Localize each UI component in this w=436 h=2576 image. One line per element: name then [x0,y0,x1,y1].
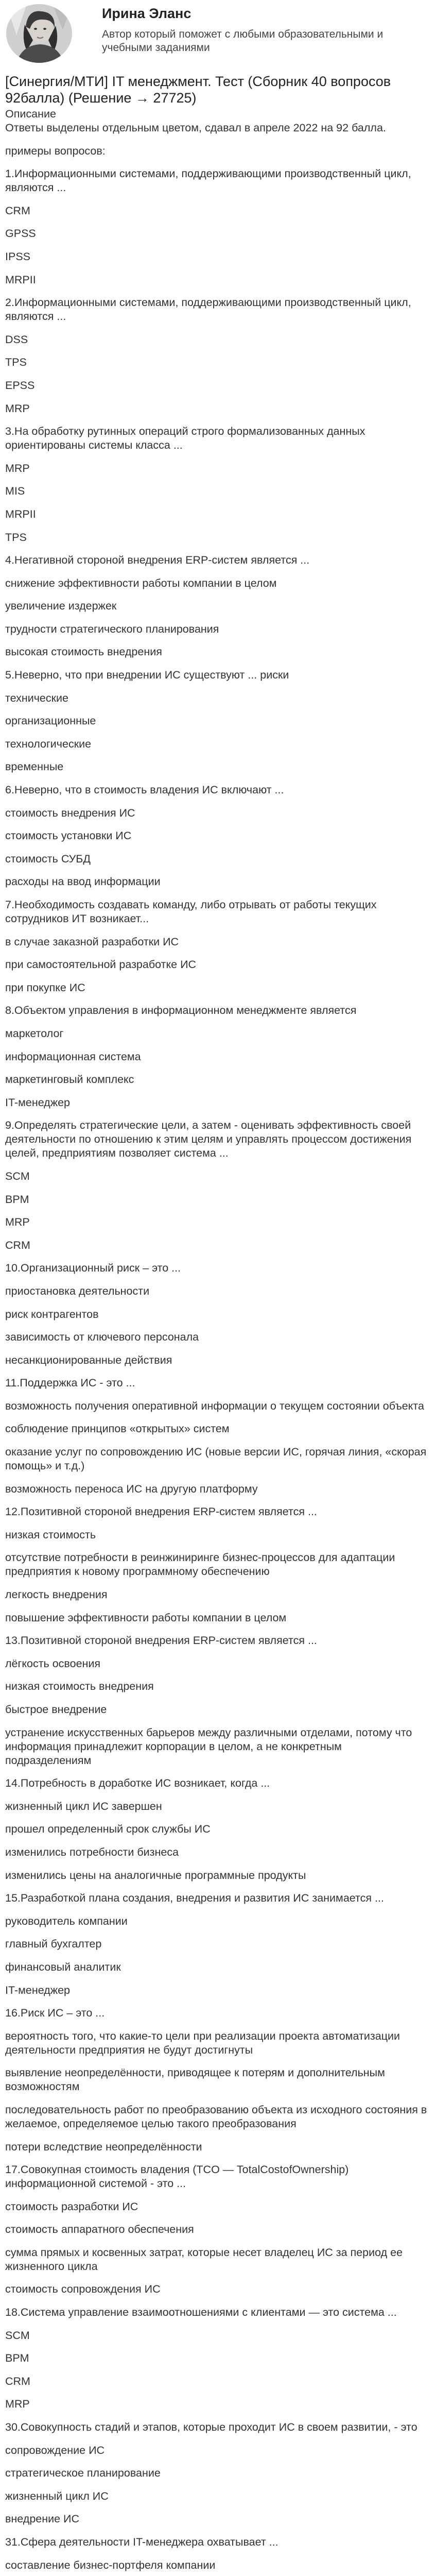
description-intro: Ответы выделены отдельным цветом, сдавал в апреле 2022 на 92 балла. [5,122,386,134]
examples-label: примеры вопросов: [5,144,106,157]
answer-option: сопровождение ИС [5,2444,105,2456]
answer-option: CRM [5,2375,30,2387]
answer-option: BPM [5,1193,29,1206]
user-avatar-photo-icon [6,4,72,63]
question-text: 16.Риск ИС – это ... [5,2007,105,2020]
question-text: 30.Совокупность стадий и этапов, которые проходит ИС в своем развитии, - это [5,2421,417,2434]
product-title: [Синергия/МТИ] IT менеджмент. Тест (Сборник 40 вопросов 92балла) (Решение → 27725) [5,74,391,106]
answer-option: MRP [5,402,30,415]
author-avatar[interactable] [6,4,72,63]
answer-option: риск контрагентов [5,1308,99,1320]
answer-option: BPM [5,2352,29,2365]
answer-option: SCM [5,1170,30,1182]
answer-option: SCM [5,2329,30,2342]
answer-option: TPS [5,356,27,369]
answer-option: при покупке ИС [5,981,85,994]
description-label: Описание [5,108,56,120]
answer-option: IT-менеджер [5,1096,71,1109]
answer-option: прошел определенный срок службы ИС [5,1823,211,1836]
author-info [102,4,411,55]
answer-option: повышение эффективности работы компании в целом [5,1611,287,1624]
answer-option: лёгкость освоения [5,1657,101,1670]
answer-option: увеличение издержек [5,600,117,613]
answer-option: изменились цены на аналогичные программные продукты [5,1869,306,1882]
answer-option: EPSS [5,379,35,392]
answer-option: низкая стоимость [5,1528,96,1541]
answer-option: MRPII [5,507,36,520]
answer-option: приостановка деятельности [5,1284,150,1297]
answer-option: TPS [5,531,27,544]
answer-option: стоимость аппаратного обеспечения [5,2223,194,2236]
answer-option: изменились потребности бизнеса [5,1845,179,1858]
answer-option: составление бизнес-портфеля компании [5,2558,216,2571]
answer-option: соблюдение принципов «открытых» систем [5,1422,230,1435]
answer-option: снижение эффективности работы компании в целом [5,577,277,589]
question-text: 15.Разработкой плана создания, внедрения и развития ИС занимается ... [5,1892,384,1905]
question-text: 10.Организационный риск – это ... [5,1262,181,1275]
answer-option: сумма прямых и косвенных затрат, которые несет владелец ИС за период ее жизненного цикла [5,2246,403,2273]
question-text: 18.Система управление взаимоотношениями с клиентами — это система ... [5,2306,397,2319]
questions-list [5,167,431,2576]
answer-option: последовательность работ по преобразованию объекта из исходного состояния в желаемое, определяемое целью такого преобразования [5,2103,427,2130]
question-text: 2.Информационными системами, поддерживающими производственный цикл, являются ... [5,296,411,323]
answer-option: устранение искусственных барьеров между различными отделами, потому что информация принадлежит корпорации в целом, а не конкретным подразделениям [5,1726,412,1767]
answer-option: MRP [5,462,30,474]
answer-option: финансовый аналитик [5,1960,121,1973]
answer-option: MRP [5,1216,30,1229]
question-text: 13.Позитивной стороной внедрения ERP-систем является ... [5,1634,317,1647]
answer-option: стоимость установки ИС [5,829,132,842]
answer-option: возможность получения оперативной информации о текущем состоянии объекта [5,1399,424,1412]
question-text: 14.Потребность в доработке ИС возникает, когда ... [5,1777,270,1790]
answer-option: CRM [5,1239,30,1251]
question-text: 9.Определять стратегические цели, а затем - оценивать эффективность своей деятельности по отношению к этим целям и управлять процессом достижения целей, предприятиям позволяет система ... [5,1119,412,1160]
question-text: 8.Объектом управления в информационном менеджменте является [5,1004,357,1017]
answer-option: главный бухгалтер [5,1938,102,1951]
answer-option: стоимость СУБД [5,852,91,865]
answer-option: MIS [5,485,25,498]
answer-option: выявление неопределённости, приводящее к потерям и дополнительным возможностям [5,2066,385,2093]
answer-option: CRM [5,204,30,217]
answer-option: при самостоятельной разработке ИС [5,958,197,971]
question-text: 31.Сфера деятельности IT-менеджера охватывает ... [5,2536,278,2548]
question-text: 11.Поддержка ИС - это ... [5,1377,135,1389]
question-text: 5.Неверно, что при внедрении ИС существуют ... риски [5,669,289,682]
answer-option: стоимость внедрения ИС [5,806,135,819]
answer-option: маркетинговый комплекс [5,1073,134,1086]
answer-option: маркетолог [5,1027,64,1040]
answer-option: стоимость разработки ИС [5,2200,138,2213]
answer-option: стоимость сопровождения ИС [5,2283,161,2296]
answer-option: несанкционированные действия [5,1353,172,1366]
question-text: 7.Необходимость создавать команду, либо отрывать от работы текущих сотрудников ИТ возникает... [5,899,377,925]
answer-option: расходы на ввод информации [5,875,161,888]
answer-option: информационная система [5,1050,141,1063]
answer-option: жизненный цикл ИС [5,2489,109,2502]
answer-option: руководитель компании [5,1914,128,1927]
answer-option: организационные [5,715,96,727]
answer-option: IPSS [5,250,30,263]
answer-option: в случае заказной разработки ИС [5,935,179,948]
question-text: 1.Информационными системами, поддерживающими производственный цикл, являются ... [5,167,411,194]
question-text: 12.Позитивной стороной внедрения ERP-систем является ... [5,1505,317,1518]
answer-option: потери вследствие неопределённости [5,2140,202,2153]
question-text: 3.На обработку рутинных операций строго формализованных данных ориентированы системы класса ... [5,425,365,452]
answer-option: IT-менеджер [5,1984,71,1996]
answer-option: возможность переноса ИС на другую платформу [5,1482,258,1495]
question-text: 6.Неверно, что в стоимость владения ИС включают ... [5,784,284,796]
answer-option: MRP [5,2398,30,2411]
answer-option: жизненный цикл ИС завершен [5,1800,162,1812]
answer-option: технологические [5,737,92,750]
answer-option: стратегическое планирование [5,2467,161,2480]
answer-option: трудности стратегического планирования [5,622,219,635]
answer-option: низкая стоимость внедрения [5,1680,154,1693]
answer-option: DSS [5,333,28,346]
answer-option: технические [5,691,69,704]
author-header [5,0,431,67]
question-text: 17.Совокупная стоимость владения (TCO — TotalCostofOwnership) информационной системой - это ... [5,2163,349,2190]
answer-option: временные [5,760,64,773]
answer-option: зависимость от ключевого персонала [5,1331,199,1344]
author-description: Автор который поможет с любыми образовательными и учебными заданиями [102,28,383,54]
answer-option: легкость внедрения [5,1588,108,1601]
answer-option: GPSS [5,227,36,240]
answer-option: MRPII [5,273,36,286]
answer-option: вероятность того, что какие-то цели при реализации проекта автоматизации деятельности предприятия не будут достигнуты [5,2029,400,2056]
question-text: 4.Негативной стороной внедрения ERP-систем является ... [5,554,310,567]
answer-option: внедрение ИС [5,2513,80,2526]
author-name[interactable]: Ирина Эланс [102,6,191,21]
answer-option: высокая стоимость внедрения [5,646,162,658]
answer-option: оказание услуг по сопровождению ИС (новые версии ИС, горячая линия, «скорая помощь» и т.д.) [5,1446,427,1472]
answer-option: быстрое внедрение [5,1703,107,1716]
answer-option: отсутствие потребности в реинжиниринге бизнес-процессов для адаптации предприятия к новому программному обеспечению [5,1551,395,1578]
